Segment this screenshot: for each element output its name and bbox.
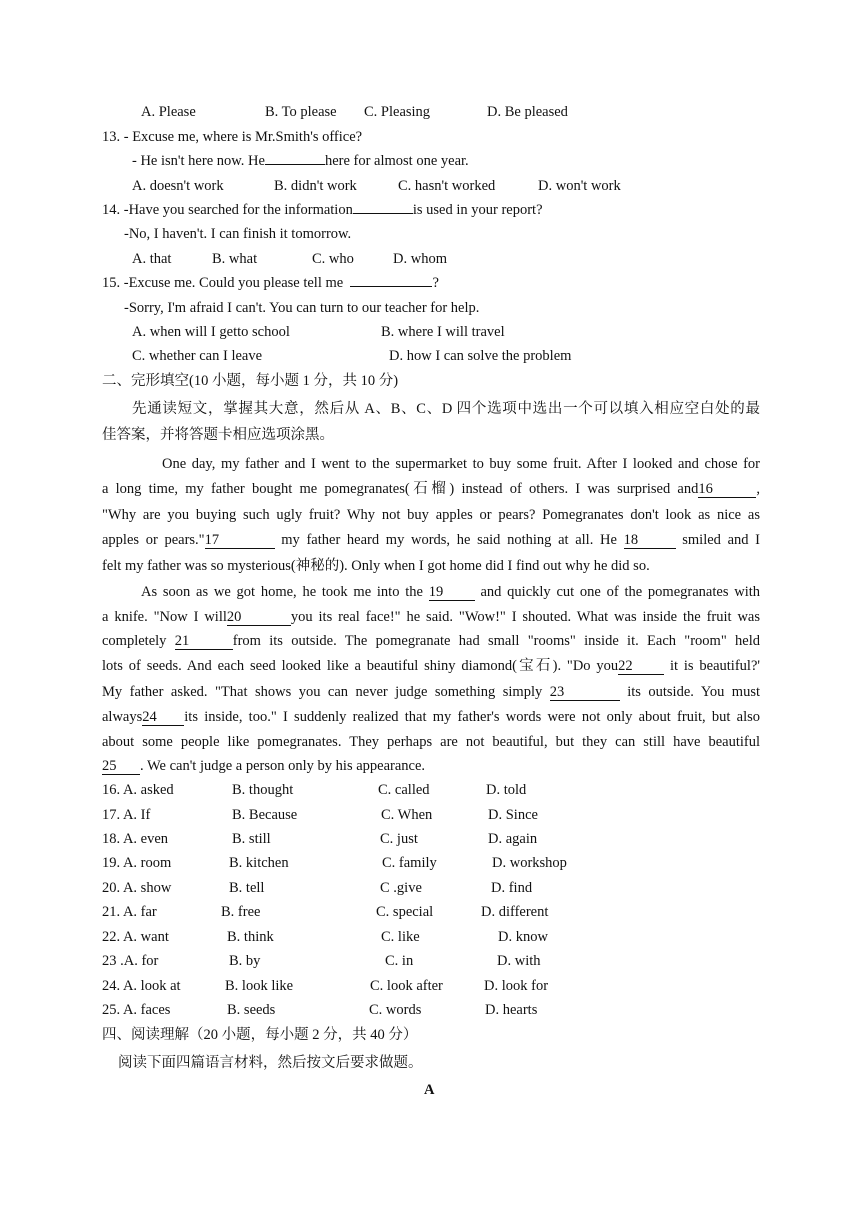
cloze-24-option-d: D. look for — [484, 978, 549, 994]
passage-text: . We can't judge a person only by his appearance. — [140, 758, 426, 774]
cloze-23-option-c: C. in — [385, 953, 414, 969]
cloze-19-option-c: C. family — [382, 855, 437, 871]
section-4-heading: 四、阅读理解（20 小题，每小题 2 分，共 40 分） — [102, 1027, 418, 1043]
q13-answer-line — [132, 152, 469, 170]
blank-21: 21 — [175, 634, 233, 650]
q12-option-c: C. Pleasing — [364, 104, 431, 120]
passage-p2-line-7: about some people like pomegranates. They perhaps are not beautiful, but they can still have beautiful — [102, 734, 760, 750]
passage-text: smiled and I — [682, 532, 761, 548]
cloze-16-option-b: B. thought — [232, 782, 294, 798]
cloze-19-option-d: D. workshop — [492, 855, 567, 871]
passage-p2-line-2 — [102, 608, 760, 626]
cloze-24-option-b: B. look like — [225, 978, 294, 994]
q15-option-b: B. where I will travel — [381, 324, 505, 340]
passage-text: a knife. "Now I will — [102, 609, 227, 625]
blank-20: 20 — [227, 610, 291, 626]
q13-answer-text-a: - He isn't here now. He — [132, 153, 265, 169]
passage-text: you its real face!" he said. "Wow!" I shouted. What was inside the fruit was — [290, 609, 760, 625]
cloze-25-option-d: D. hearts — [485, 1002, 538, 1018]
q13-answer-text-b: here for almost one year. — [324, 153, 469, 169]
cloze-20-option-a: 20. A. show — [102, 880, 172, 896]
q12-option-a: A. Please — [141, 104, 196, 120]
cloze-18-option-c: C. just — [380, 831, 418, 847]
cloze-24-option-a: 24. A. look at — [102, 978, 181, 994]
cloze-16-option-d: D. told — [486, 782, 527, 798]
q15-blank — [350, 286, 432, 287]
passage-text: a long time, my father bought me pomegranates(石榴) instead of others. I was surprised and — [102, 481, 699, 497]
passage-p2-line-1 — [141, 583, 760, 601]
blank-23: 23 — [550, 685, 620, 701]
passage-text: it is beautiful?' — [670, 658, 760, 674]
q14-text-a: 14. -Have you searched for the information — [102, 202, 353, 218]
passage-p1-line-1: One day, my father and I went to the supermarket to buy some fruit. After I looked and chose for — [162, 456, 760, 472]
cloze-17-option-d: D. Since — [488, 807, 538, 823]
cloze-21-option-a: 21. A. far — [102, 904, 157, 920]
cloze-20-option-b: B. tell — [229, 880, 265, 896]
cloze-18-option-b: B. still — [232, 831, 271, 847]
cloze-24-option-c: C. look after — [370, 978, 443, 994]
q14-option-c: C. who — [312, 251, 354, 267]
blank-24: 24 — [142, 710, 184, 726]
cloze-25-option-c: C. words — [369, 1002, 422, 1018]
cloze-17-option-b: B. Because — [232, 807, 298, 823]
q13-option-a: A. doesn't work — [132, 178, 224, 194]
passage-p1-line-2 — [102, 480, 760, 498]
cloze-19-option-a: 19. A. room — [102, 855, 172, 871]
cloze-20-option-d: D. find — [491, 880, 533, 896]
blank-22: 22 — [618, 659, 664, 675]
passage-text: its inside, too." I suddenly realized that my father's words were not only about fruit, but also — [184, 709, 760, 725]
cloze-22-option-a: 22. A. want — [102, 929, 169, 945]
cloze-22-option-b: B. think — [227, 929, 274, 945]
cloze-18-option-d: D. again — [488, 831, 538, 847]
passage-p2-line-5 — [102, 683, 760, 701]
cloze-22-option-c: C. like — [381, 929, 420, 945]
blank-18: 18 — [624, 533, 676, 549]
cloze-25-option-b: B. seeds — [227, 1002, 276, 1018]
reading-part-a-label: A — [424, 1082, 435, 1098]
passage-p2-line-3 — [102, 632, 760, 650]
cloze-16-option-a: 16. A. asked — [102, 782, 174, 798]
cloze-23-option-a: 23 .A. for — [102, 953, 159, 969]
cloze-16-option-c: C. called — [378, 782, 430, 798]
passage-p2-line-6 — [102, 708, 760, 726]
passage-text: As soon as we got home, he took me into the — [141, 584, 423, 600]
q15-answer: -Sorry, I'm afraid I can't. You can turn to our teacher for help. — [124, 300, 480, 316]
cloze-22-option-d: D. know — [498, 929, 548, 945]
passage-p2-line-8 — [102, 757, 425, 775]
q14-answer: -No, I haven't. I can finish it tomorrow. — [124, 226, 352, 242]
q15-text-b: ? — [432, 275, 439, 291]
q15-option-c: C. whether can I leave — [132, 348, 263, 364]
cloze-17-option-a: 17. A. If — [102, 807, 151, 823]
cloze-20-option-c: C .give — [380, 880, 422, 896]
passage-text: apples or pears." — [102, 532, 205, 548]
passage-p1-line-3: "Why are you buying such ugly fruit? Why not buy apples or pears? Pomegranates don't look as nice as — [102, 507, 760, 523]
section-2-instruction-line-1: 先通读短文，掌握其大意，然后从 A、B、C、D 四个选项中选出一个可以填入相应空白处的最 — [132, 401, 760, 417]
blank-17: 17 — [205, 533, 275, 549]
blank-25: 25 — [102, 759, 140, 775]
q14-option-a: A. that — [132, 251, 172, 267]
cloze-21-option-d: D. different — [481, 904, 549, 920]
q15-option-d: D. how I can solve the problem — [389, 348, 572, 364]
cloze-21-option-c: C. special — [376, 904, 434, 920]
q15-option-a: A. when will I getto school — [132, 324, 290, 340]
passage-text: completely — [102, 633, 167, 649]
passage-p1-line-5: felt my father was so mysterious(神秘的). Only when I got home did I find out why he did so. — [102, 558, 650, 574]
cloze-25-option-a: 25. A. faces — [102, 1002, 171, 1018]
q15-text-a: 15. -Excuse me. Could you please tell me — [102, 275, 344, 291]
passage-text: my father heard my words, he said nothing at all. He — [281, 532, 617, 548]
cloze-17-option-c: C. When — [381, 807, 433, 823]
q13-option-d: D. won't work — [538, 178, 621, 194]
passage-text: and quickly cut one of the pomegranates with — [480, 584, 760, 600]
q14-option-b: B. what — [212, 251, 258, 267]
q12-option-d: D. Be pleased — [487, 104, 568, 120]
passage-text: always — [102, 709, 143, 725]
cloze-19-option-b: B. kitchen — [229, 855, 289, 871]
q12-option-b: B. To please — [265, 104, 337, 120]
passage-text: lots of seeds. And each seed looked like a beautiful shiny diamond(宝石). "Do you — [102, 658, 619, 674]
blank-16: 16 — [698, 482, 756, 498]
blank-19: 19 — [429, 585, 475, 601]
q14-option-d: D. whom — [393, 251, 447, 267]
cloze-23-option-b: B. by — [229, 953, 261, 969]
q14-text-b: is used in your report? — [412, 202, 543, 218]
q14-blank — [353, 213, 413, 214]
section-2-instruction-line-2: 佳答案，并将答题卡相应选项涂黑。 — [102, 427, 334, 443]
q13-option-c: C. hasn't worked — [398, 178, 496, 194]
cloze-23-option-d: D. with — [497, 953, 541, 969]
q13-question: 13. - Excuse me, where is Mr.Smith's office? — [102, 129, 363, 145]
q13-option-b: B. didn't work — [274, 178, 357, 194]
q15-question — [102, 274, 439, 292]
section-2-heading: 二、完形填空(10 小题，每小题 1 分，共 10 分) — [102, 373, 399, 389]
cloze-18-option-a: 18. A. even — [102, 831, 169, 847]
passage-p2-line-4 — [102, 657, 760, 675]
passage-text: My father asked. "That shows you can never judge something simply — [102, 684, 543, 700]
passage-p1-line-4 — [102, 531, 760, 549]
passage-text: from its outside. The pomegranate had small "rooms" inside it. Each "room" held — [232, 633, 761, 649]
section-4-instruction: 阅读下面四篇语言材料，然后按文后要求做题。 — [118, 1055, 423, 1071]
passage-text: , — [756, 481, 760, 497]
q14-question — [102, 201, 543, 219]
cloze-21-option-b: B. free — [221, 904, 261, 920]
q13-blank — [265, 164, 325, 165]
passage-text: its outside. You must — [627, 684, 761, 700]
